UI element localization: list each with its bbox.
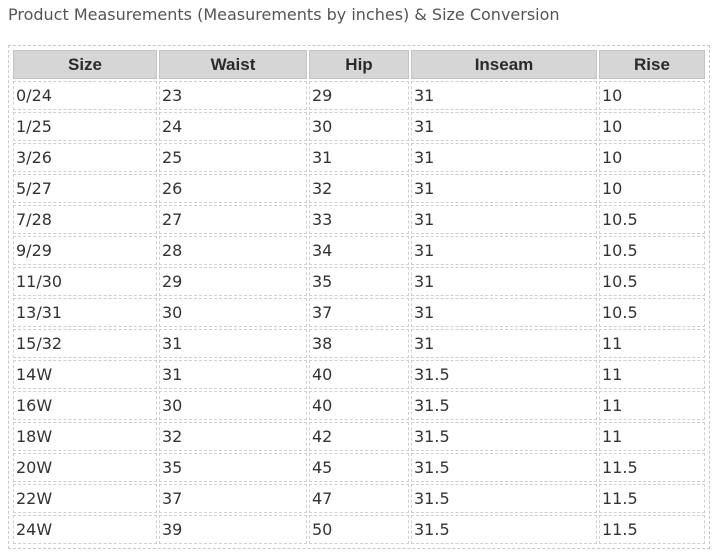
rise-cell: 10 <box>599 174 705 203</box>
size-cell: 24W <box>13 515 157 544</box>
rise-cell: 11.5 <box>599 515 705 544</box>
waist-cell: 32 <box>159 422 307 451</box>
waist-cell: 24 <box>159 112 307 141</box>
waist-cell: 37 <box>159 484 307 513</box>
table-row <box>13 143 705 172</box>
column-header-inseam: Inseam <box>411 50 597 79</box>
inseam-cell: 31 <box>411 112 597 141</box>
rise-cell: 11 <box>599 360 705 389</box>
hip-cell: 40 <box>309 391 409 420</box>
waist-cell: 30 <box>159 391 307 420</box>
size-cell: 0/24 <box>13 81 157 110</box>
size-cell: 16W <box>13 391 157 420</box>
size-cell: 20W <box>13 453 157 482</box>
waist-cell: 23 <box>159 81 307 110</box>
size-cell: 5/27 <box>13 174 157 203</box>
size-cell: 14W <box>13 360 157 389</box>
table-row <box>13 236 705 265</box>
waist-cell: 35 <box>159 453 307 482</box>
rise-cell: 11.5 <box>599 453 705 482</box>
size-cell: 3/26 <box>13 143 157 172</box>
hip-cell: 34 <box>309 236 409 265</box>
inseam-cell: 31 <box>411 329 597 358</box>
size-cell: 13/31 <box>13 298 157 327</box>
table-row <box>13 205 705 234</box>
hip-cell: 38 <box>309 329 409 358</box>
rise-cell: 10 <box>599 112 705 141</box>
waist-cell: 25 <box>159 143 307 172</box>
table-row <box>13 329 705 358</box>
table-body <box>13 81 705 544</box>
rise-cell: 10 <box>599 143 705 172</box>
inseam-cell: 31 <box>411 174 597 203</box>
column-header-size: Size <box>13 50 157 79</box>
inseam-cell: 31.5 <box>411 515 597 544</box>
table-row <box>13 267 705 296</box>
table-row <box>13 515 705 544</box>
table-row <box>13 174 705 203</box>
size-chart-table <box>11 48 707 546</box>
rise-cell: 10.5 <box>599 298 705 327</box>
inseam-cell: 31.5 <box>411 453 597 482</box>
column-header-waist: Waist <box>159 50 307 79</box>
table-row <box>13 422 705 451</box>
rise-cell: 10 <box>599 81 705 110</box>
hip-cell: 40 <box>309 360 409 389</box>
waist-cell: 39 <box>159 515 307 544</box>
waist-cell: 27 <box>159 205 307 234</box>
waist-cell: 31 <box>159 360 307 389</box>
rise-cell: 11 <box>599 422 705 451</box>
size-cell: 15/32 <box>13 329 157 358</box>
rise-cell: 10.5 <box>599 236 705 265</box>
size-cell: 18W <box>13 422 157 451</box>
waist-cell: 31 <box>159 329 307 358</box>
table-row <box>13 298 705 327</box>
table-row <box>13 453 705 482</box>
size-cell: 1/25 <box>13 112 157 141</box>
hip-cell: 30 <box>309 112 409 141</box>
hip-cell: 37 <box>309 298 409 327</box>
table-row <box>13 360 705 389</box>
hip-cell: 47 <box>309 484 409 513</box>
size-chart-container <box>8 45 710 549</box>
inseam-cell: 31 <box>411 236 597 265</box>
page-title: Product Measurements (Measurements by inches) & Size Conversion <box>8 5 560 24</box>
hip-cell: 29 <box>309 81 409 110</box>
size-cell: 7/28 <box>13 205 157 234</box>
hip-cell: 31 <box>309 143 409 172</box>
inseam-cell: 31.5 <box>411 422 597 451</box>
waist-cell: 28 <box>159 236 307 265</box>
inseam-cell: 31 <box>411 81 597 110</box>
hip-cell: 45 <box>309 453 409 482</box>
hip-cell: 35 <box>309 267 409 296</box>
size-cell: 9/29 <box>13 236 157 265</box>
waist-cell: 26 <box>159 174 307 203</box>
size-cell: 11/30 <box>13 267 157 296</box>
table-row <box>13 391 705 420</box>
hip-cell: 32 <box>309 174 409 203</box>
inseam-cell: 31 <box>411 143 597 172</box>
rise-cell: 10.5 <box>599 205 705 234</box>
table-row <box>13 112 705 141</box>
hip-cell: 33 <box>309 205 409 234</box>
table-header-row <box>13 50 705 79</box>
column-header-hip: Hip <box>309 50 409 79</box>
inseam-cell: 31 <box>411 205 597 234</box>
rise-cell: 11 <box>599 391 705 420</box>
inseam-cell: 31.5 <box>411 360 597 389</box>
waist-cell: 30 <box>159 298 307 327</box>
inseam-cell: 31.5 <box>411 484 597 513</box>
size-cell: 22W <box>13 484 157 513</box>
inseam-cell: 31 <box>411 267 597 296</box>
rise-cell: 10.5 <box>599 267 705 296</box>
inseam-cell: 31 <box>411 298 597 327</box>
column-header-rise: Rise <box>599 50 705 79</box>
inseam-cell: 31.5 <box>411 391 597 420</box>
table-row <box>13 81 705 110</box>
hip-cell: 50 <box>309 515 409 544</box>
rise-cell: 11 <box>599 329 705 358</box>
rise-cell: 11.5 <box>599 484 705 513</box>
table-row <box>13 484 705 513</box>
hip-cell: 42 <box>309 422 409 451</box>
waist-cell: 29 <box>159 267 307 296</box>
